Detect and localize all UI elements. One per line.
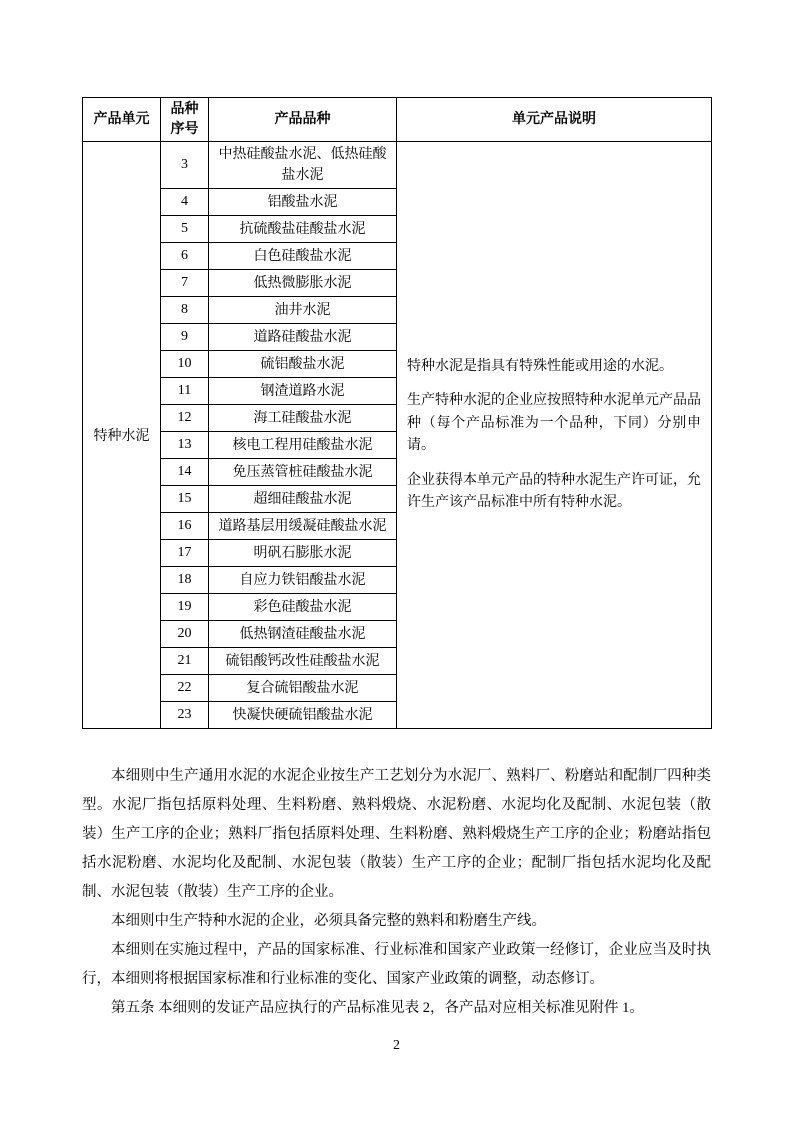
product-variety-cell: 快凝快硬硫铝酸盐水泥: [209, 702, 397, 729]
table-row: [83, 142, 712, 189]
product-table: [82, 97, 712, 729]
product-variety-cell: 免压蒸管桩硅酸盐水泥: [209, 459, 397, 486]
product-variety-cell: 钢渣道路水泥: [209, 378, 397, 405]
variety-no-cell: 5: [161, 216, 209, 243]
header-product-variety: 产品品种: [209, 98, 397, 142]
product-variety-cell: 明矾石膨胀水泥: [209, 540, 397, 567]
product-variety-cell: 铝酸盐水泥: [209, 189, 397, 216]
page-number: 2: [393, 1038, 400, 1053]
product-variety-cell: 低热微膨胀水泥: [209, 270, 397, 297]
product-variety-cell: 低热钢渣硅酸盐水泥: [209, 621, 397, 648]
product-variety-cell: 复合硫铝酸盐水泥: [209, 675, 397, 702]
product-variety-cell: 超细硅酸盐水泥: [209, 486, 397, 513]
paragraph-standards-revision: 本细则在实施过程中，产品的国家标准、行业标准和国家产业政策一经修订，企业应当及时执行，本细则将根据国家标准和行业标准的变化、国家产业政策的调整，动态修订。: [82, 942, 711, 988]
variety-no-cell: 8: [161, 297, 209, 324]
product-table-body: [83, 142, 712, 729]
variety-no-cell: 16: [161, 513, 209, 540]
paragraph-article-five: 第五条 本细则的发证产品应执行的产品标准见表 2，各产品对应相关标准见附件 1。: [111, 1000, 644, 1017]
product-variety-cell: 核电工程用硅酸盐水泥: [209, 432, 397, 459]
page-content: [82, 97, 711, 1023]
product-variety-cell: 硫铝酸盐水泥: [209, 351, 397, 378]
variety-no-cell: 14: [161, 459, 209, 486]
product-variety-cell: 道路基层用缓凝硅酸盐水泥: [209, 513, 397, 540]
variety-no-cell: 22: [161, 675, 209, 702]
variety-no-cell: 19: [161, 594, 209, 621]
product-variety-cell: 自应力铁铝酸盐水泥: [209, 567, 397, 594]
product-variety-cell: 中热硅酸盐水泥、低热硅酸盐水泥: [209, 142, 397, 189]
paragraph-special-cement-requirement: 本细则中生产特种水泥的企业，必须具备完整的熟料和粉磨生产线。: [111, 913, 546, 930]
header-unit-description: 单元产品说明: [397, 98, 712, 142]
product-unit-cell: 特种水泥: [83, 142, 161, 729]
product-variety-cell: 硫铝酸钙改性硅酸盐水泥: [209, 648, 397, 675]
variety-no-cell: 21: [161, 648, 209, 675]
product-variety-cell: 白色硅酸盐水泥: [209, 243, 397, 270]
product-variety-cell: 彩色硅酸盐水泥: [209, 594, 397, 621]
product-variety-cell: 油井水泥: [209, 297, 397, 324]
variety-no-cell: 18: [161, 567, 209, 594]
unit-description-cell: [397, 142, 712, 729]
variety-no-cell: 3: [161, 142, 209, 189]
variety-no-cell: 15: [161, 486, 209, 513]
body-text: [82, 762, 711, 1023]
unit-description-paragraph: 特种水泥是指具有特殊性能或用途的水泥。: [407, 359, 673, 375]
variety-no-cell: 9: [161, 324, 209, 351]
variety-no-cell: 23: [161, 702, 209, 729]
variety-no-cell: 7: [161, 270, 209, 297]
variety-no-cell: 20: [161, 621, 209, 648]
variety-no-cell: 10: [161, 351, 209, 378]
header-variety-no: 品种序号: [161, 98, 209, 142]
product-variety-cell: 抗硫酸盐硅酸盐水泥: [209, 216, 397, 243]
header-product-unit: 产品单元: [83, 98, 161, 142]
unit-description-paragraph: 生产特种水泥的企业应按照特种水泥单元产品品种（每个产品标准为一个品种，下同）分别申请。: [407, 393, 701, 454]
product-variety-cell: 道路硅酸盐水泥: [209, 324, 397, 351]
unit-description-paragraph: 企业获得本单元产品的特种水泥生产许可证，允许生产该产品标准中所有特种水泥。: [407, 472, 701, 510]
product-variety-cell: 海工硅酸盐水泥: [209, 405, 397, 432]
header-row: [83, 98, 712, 142]
variety-no-cell: 4: [161, 189, 209, 216]
variety-no-cell: 12: [161, 405, 209, 432]
variety-no-cell: 13: [161, 432, 209, 459]
paragraph-process-types: 本细则中生产通用水泥的水泥企业按生产工艺划分为水泥厂、熟料厂、粉磨站和配制厂四种类型。水泥厂指包括原料处理、生料粉磨、熟料煅烧、水泥粉磨、水泥均化及配制、水泥包装（散装）生产工序的企业；熟料厂指包括原料处理、生料粉磨、熟料煅烧生产工序的企业；粉磨站指包括水泥粉磨、水泥均化及配制、水泥包装（散装）生产工序的企业；配制厂指包括水泥均化及配制、水泥包装（散装）生产工序的企业。: [82, 768, 711, 901]
variety-no-cell: 17: [161, 540, 209, 567]
product-table-header: [83, 98, 712, 142]
variety-no-cell: 6: [161, 243, 209, 270]
variety-no-cell: 11: [161, 378, 209, 405]
